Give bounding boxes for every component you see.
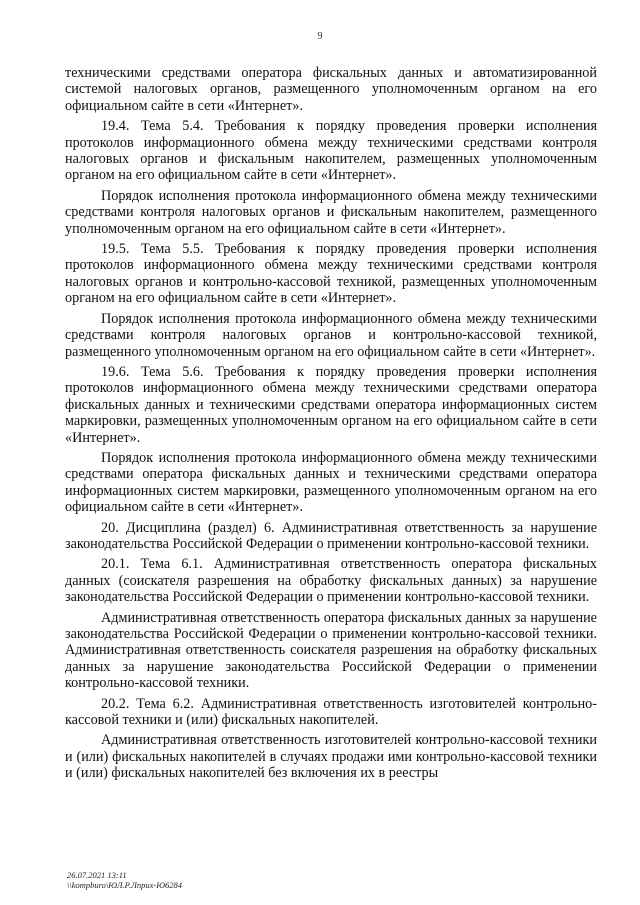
paragraph: Порядок исполнения протокола информационного обмена между техническими средствами оператора фискальных данных и техническими средствами оператора информационных систем маркировки, размещенного уполномоченным органом на его официальном сайте в сети «Интернет». [65, 449, 597, 516]
document-body [65, 65, 597, 786]
paragraph: Порядок исполнения протокола информационного обмена между техническими средствами контроля налоговых органов и фискальным накопителем, размещенного уполномоченным органом на его официальном сайте в сети «Интернет». [65, 187, 597, 237]
document-footer [67, 870, 182, 890]
paragraph-section-20-1: 20.1. Тема 6.1. Административная ответственность оператора фискальных данных (соискателя разрешения на обработку фискальных данных) за нарушение законодательства Российской Федерации о применении контрольно-кассовой техники. [65, 556, 597, 606]
paragraph-section-20-2: 20.2. Тема 6.2. Административная ответственность изготовителей контрольно-кассовой техники и (или) фискальных накопителей. [65, 695, 597, 729]
paragraph-section-19-6: 19.6. Тема 5.6. Требования к порядку проведения проверки исполнения протоколов информационного обмена между техническими средствами оператора фискальных данных и техническими средствами оператора информационных систем маркировки, размещенных уполномоченным органом на его официальном сайте в сети «Интернет». [65, 363, 597, 446]
paragraph: техническими средствами оператора фискальных данных и автоматизированной системой налоговых органов, размещенного уполномоченным органом на его официальном сайте в сети «Интернет». [65, 65, 597, 114]
paragraph-section-20: 20. Дисциплина (раздел) 6. Административная ответственность за нарушение законодательства Российской Федерации о применении контрольно-кассовой техники. [65, 519, 597, 552]
paragraph: Порядок исполнения протокола информационного обмена между техническими средствами контроля налоговых органов и контрольно-кассовой техникой, размещенного уполномоченным органом на его официальном сайте в сети «Интернет». [65, 310, 597, 360]
paragraph-section-19-5: 19.5. Тема 5.5. Требования к порядку проведения проверки исполнения протоколов информационного обмена между техническими средствами контроля налоговых органов и контрольно-кассовой техникой, размещенных уполномоченным органом на его официальном сайте в сети «Интернет». [65, 241, 597, 307]
footer-file-path: \\kompburo\ЮЛ.Р.Лприх-Ю6284 [67, 880, 183, 890]
footer-timestamp: 26.07.2021 13:11 [67, 870, 127, 880]
paragraph: Административная ответственность оператора фискальных данных за нарушение законодательства Российской Федерации о применении контрольно-кассовой техники. Административная ответственность соискателя разрешения на обработку фискальных данных за нарушение законодательства Российской Федерации о применении контрольно-кассовой техники. [65, 609, 597, 692]
paragraph: Административная ответственность изготовителей контрольно-кассовой техники и (или) фискальных накопителей в случаях продажи ими контрольно-кассовой техники и (или) фискальных накопителей без включения их в реестры [65, 732, 597, 782]
page-number: 9 [317, 31, 323, 42]
paragraph-section-19-4: 19.4. Тема 5.4. Требования к порядку проведения проверки исполнения протоколов информационного обмена между техническими средствами контроля налоговых органов и фискальным накопителем, размещенных уполномоченным органом на его официальном сайте в сети «Интернет». [65, 118, 597, 184]
